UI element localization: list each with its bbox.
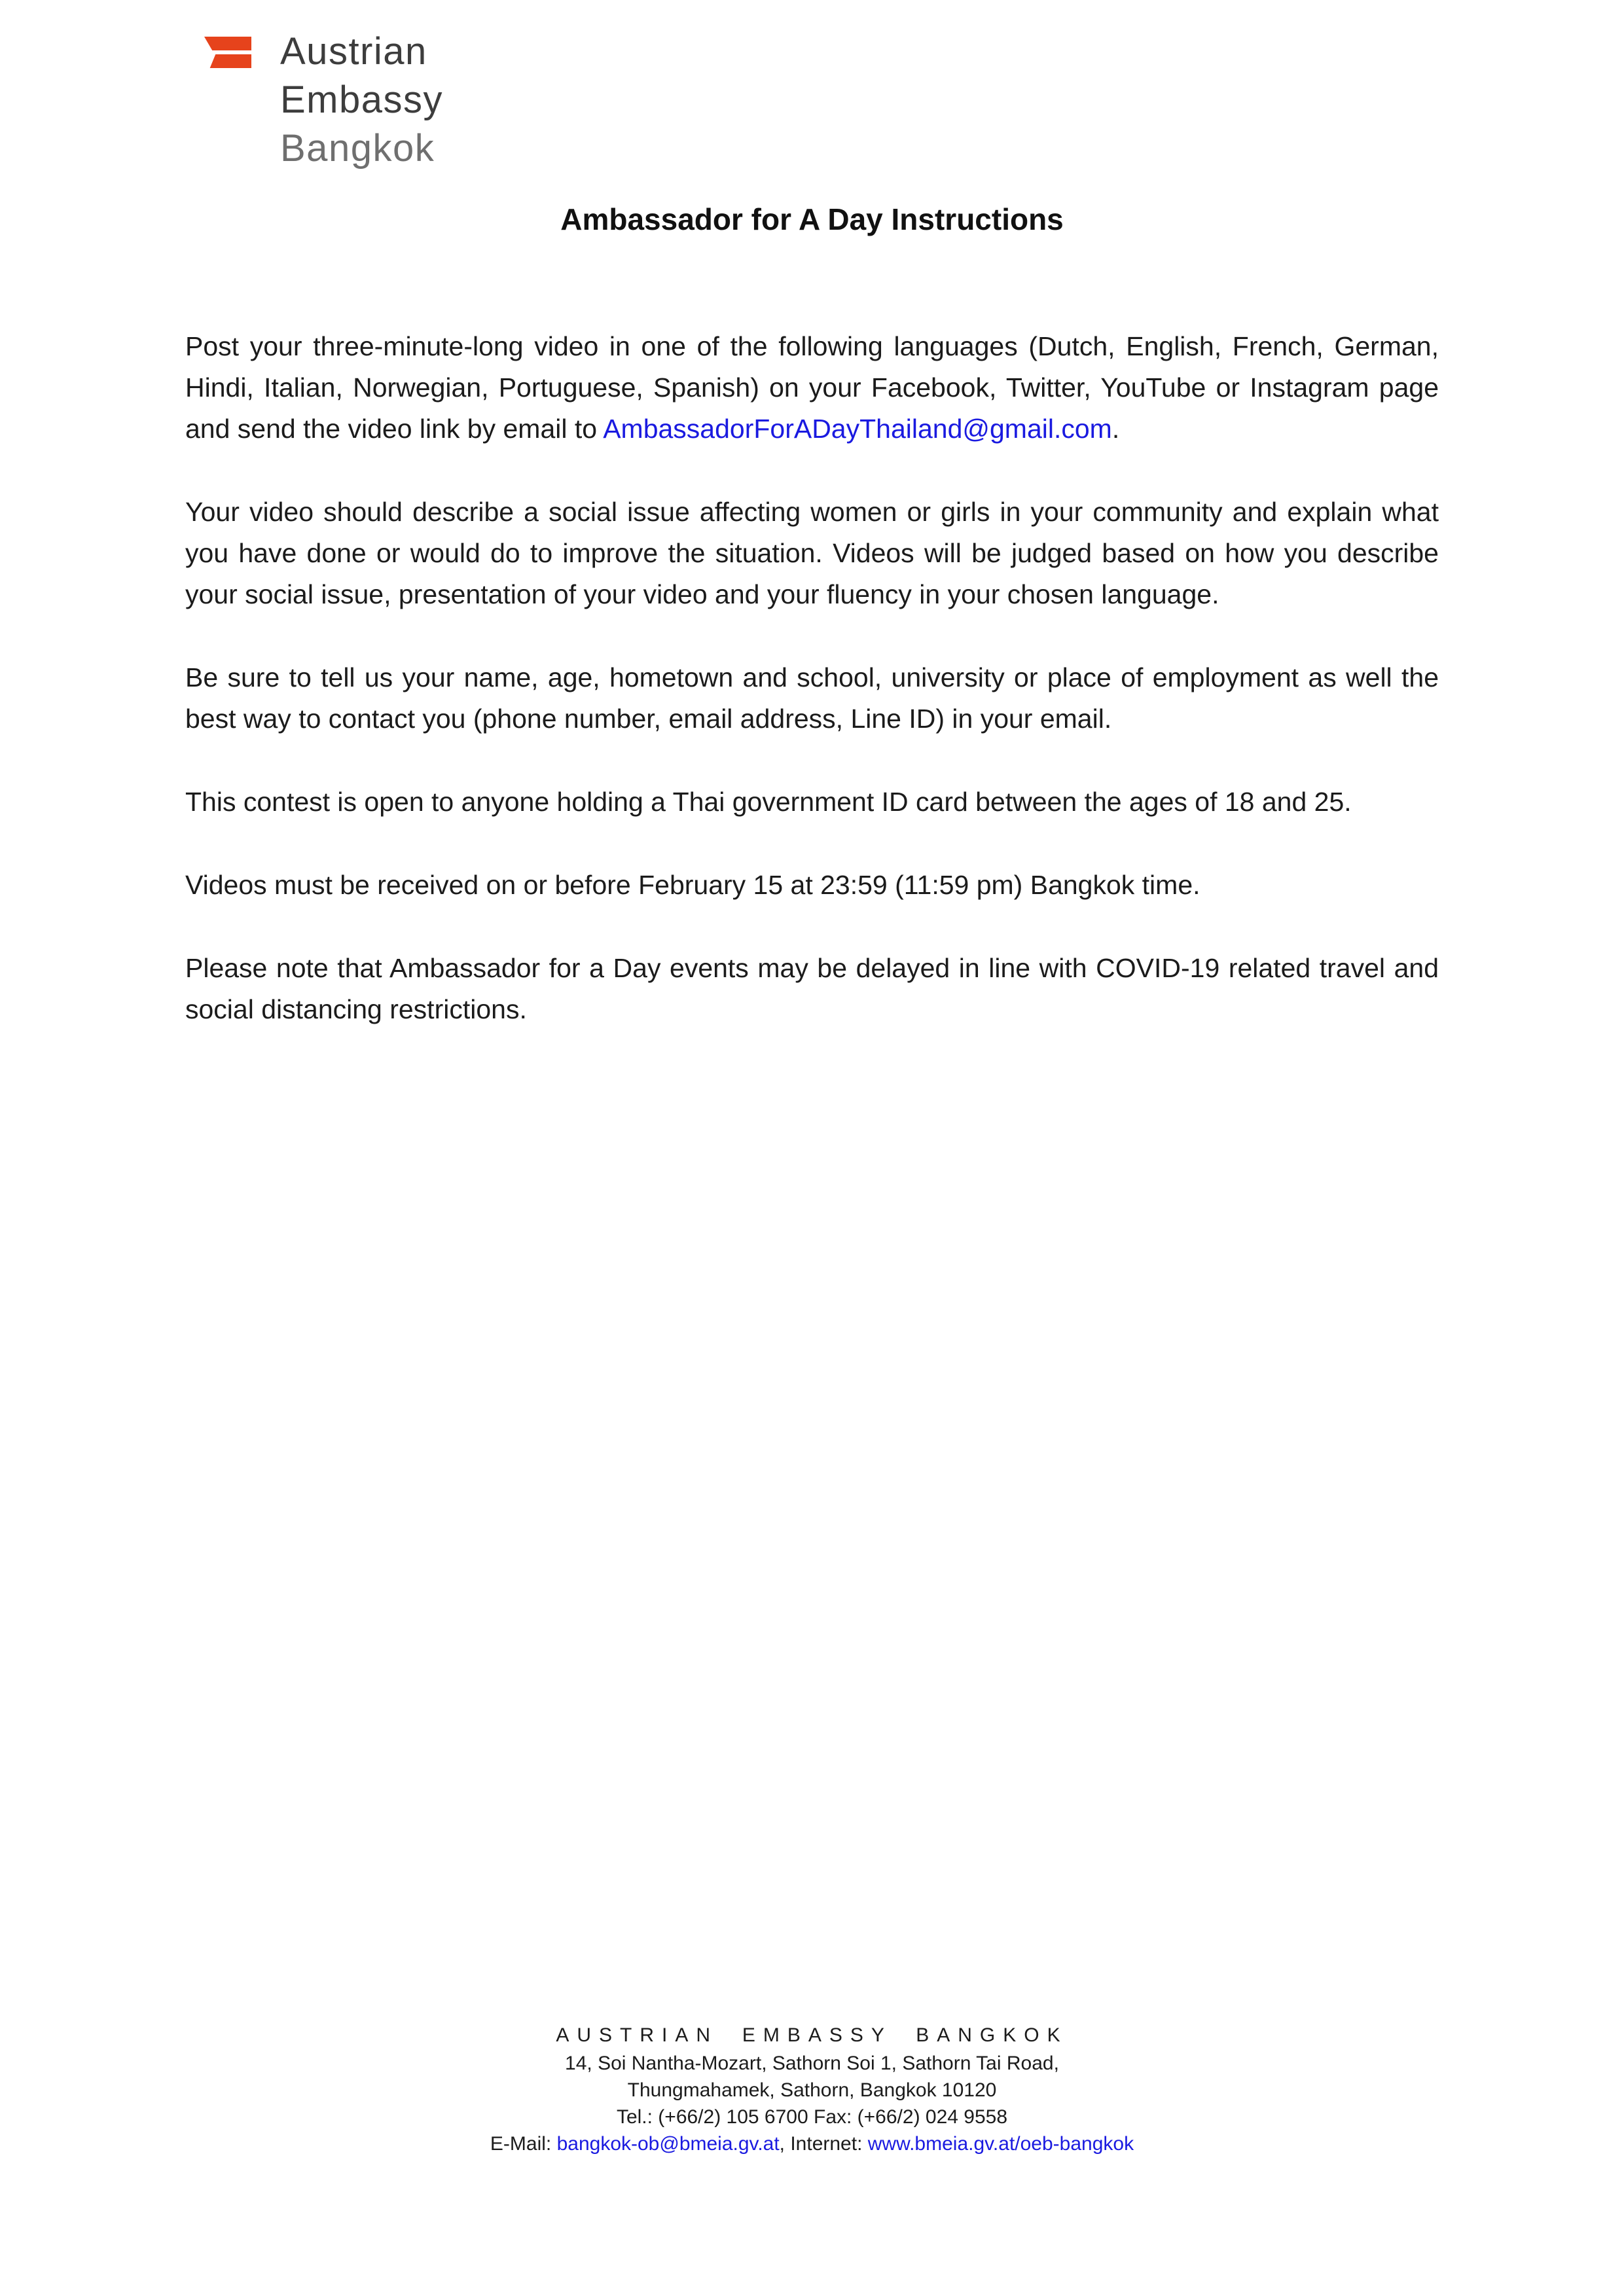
- footer-email-label: E-Mail:: [490, 2133, 557, 2155]
- flag-bar-bottom: [204, 54, 251, 68]
- flag-bar-top: [204, 37, 251, 50]
- paragraph-post-video-period: .: [1111, 414, 1120, 444]
- document-title: Ambassador for A Day Instructions: [560, 202, 1064, 236]
- austrian-flag-icon: [204, 37, 251, 68]
- footer-internet-label: , Internet:: [779, 2133, 868, 2155]
- embassy-logo: [204, 27, 443, 173]
- paragraph-video-content: Your video should describe a social issue affecting women or girls in your community and explain what you have done or would do to improve the situation. Videos will be judged based on how you describe your social issue, presentation of your video and your fluency in your chosen language.: [185, 497, 1439, 609]
- footer-address-line1: 14, Soi Nantha-Mozart, Sathorn Soi 1, Sathorn Tai Road,: [565, 2053, 1059, 2074]
- logo-line-embassy: Embassy: [280, 79, 444, 121]
- paragraph-deadline: Videos must be received on or before February 15 at 23:59 (11:59 pm) Bangkok time.: [185, 870, 1200, 900]
- document-footer: [0, 2022, 1624, 2157]
- logo-line-bangkok: Bangkok: [280, 127, 435, 170]
- footer-embassy-name: AUSTRIAN EMBASSY BANGKOK: [556, 2024, 1068, 2046]
- paragraph-eligibility: This contest is open to anyone holding a Thai government ID card between the ages of 18 and 25.: [185, 787, 1352, 817]
- paragraph-post-video-text: Post your three-minute-long video in one of the following languages (Dutch, English, French, German, Hindi, Italian, Norwegian, Portuguese, Spanish) on your Facebook, Twitter, YouTube or Instagram page and send the video link by email to: [185, 331, 1439, 444]
- logo-wordmark: [280, 27, 443, 173]
- footer-email-link[interactable]: bangkok-ob@bmeia.gv.at: [556, 2133, 780, 2155]
- contest-email-link[interactable]: AmbassadorForADayThailand@gmail.com: [603, 414, 1112, 444]
- footer-internet-link[interactable]: www.bmeia.gv.at/oeb-bangkok: [867, 2133, 1134, 2155]
- paragraph-covid-note: Please note that Ambassador for a Day events may be delayed in line with COVID-19 related travel and social distancing restrictions.: [185, 953, 1439, 1024]
- paragraph-contact-info: Be sure to tell us your name, age, hometown and school, university or place of employment as well the best way to contact you (phone number, email address, Line ID) in your email.: [185, 662, 1439, 734]
- paragraph-post-video: [185, 326, 1439, 450]
- footer-phone-fax: Tel.: (+66/2) 105 6700 Fax: (+66/2) 024 9558: [616, 2106, 1008, 2128]
- footer-address-line2: Thungmahamek, Sathorn, Bangkok 10120: [627, 2079, 997, 2101]
- footer-contact-line: [0, 2130, 1624, 2157]
- document-body: [185, 326, 1439, 1072]
- logo-line-austrian: Austrian: [280, 30, 427, 73]
